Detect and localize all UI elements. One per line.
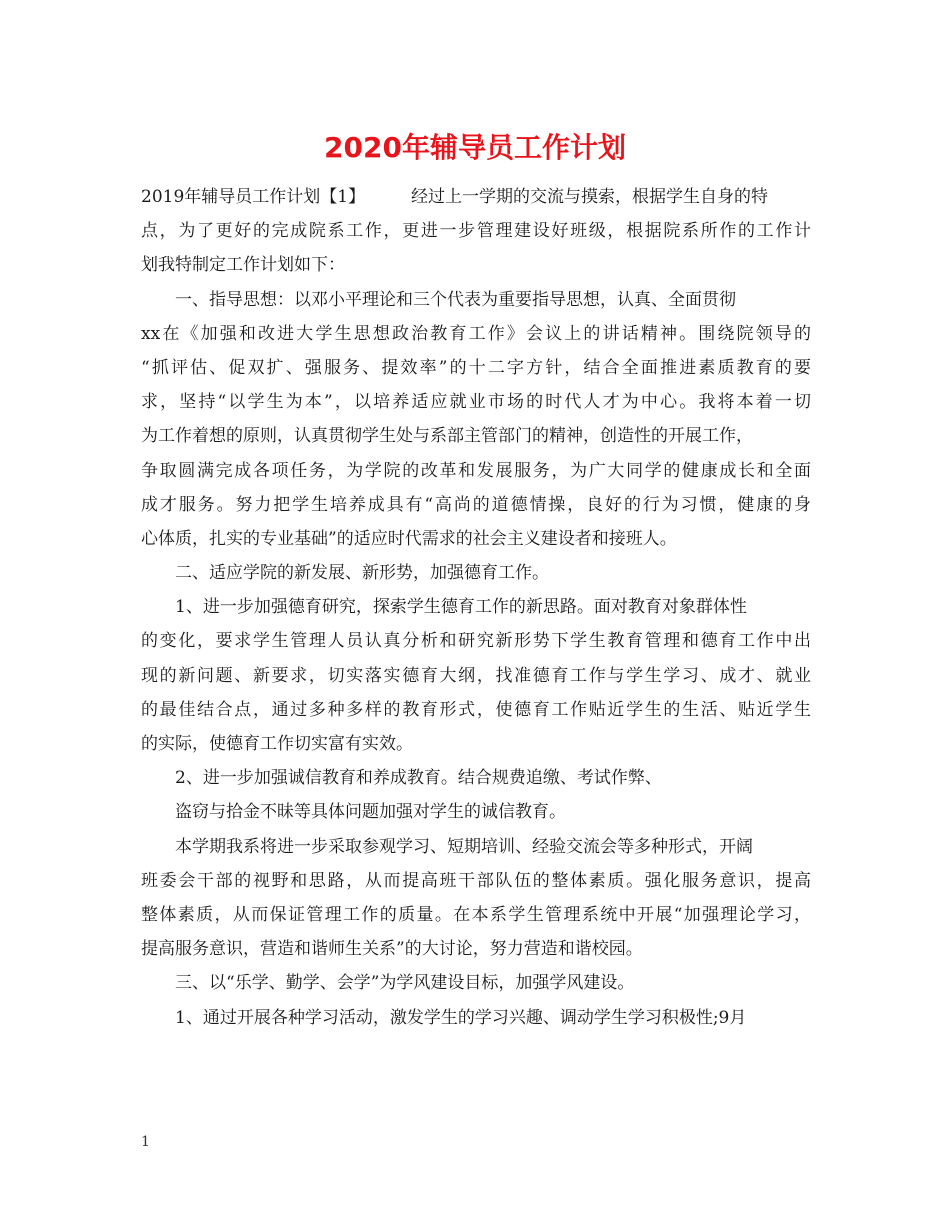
text-line: 求，坚持“以学生为本”，以培养适应就业市场的时代人才为中心。我将本着一切 (141, 392, 811, 413)
text-line: 本学期我系将进一步采取参观学习、短期培训、经验交流会等多种形式，开阔 (175, 836, 753, 857)
text-line: 的最佳结合点，通过多种多样的教育形式，使德育工作贴近学生的生活、贴近学生 (141, 699, 811, 720)
text-line: “抓评估、促双扩、强服务、提效率”的十二字方针，结合全面推进素质教育的要 (141, 357, 811, 378)
text-line: 的变化，要求学生管理人员认真分析和研究新形势下学生教育管理和德育工作中出 (141, 631, 811, 652)
text-line: 2、进一步加强诚信教育和养成教育。结合规费追缴、考试作弊、 (175, 768, 662, 789)
text-line: 整体素质，从而保证管理工作的质量。在本系学生管理系统中开展“加强理论学习， (141, 904, 811, 925)
page-number: 1 (141, 1134, 150, 1150)
section-heading: 2019年辅导员工作计划【1】 (141, 187, 366, 207)
text-line: 划我特制定工作计划如下： (141, 255, 345, 276)
text-line: 争取圆满完成各项任务，为学院的改革和发展服务，为广大同学的健康成长和全面 (141, 460, 811, 481)
text-line: xx在《加强和改进大学生思想政治教育工作》会议上的讲话精神。围绕院领导的 (141, 323, 811, 344)
text-line: 班委会干部的视野和思路，从而提高班干部队伍的整体素质。强化服务意识，提高 (141, 870, 811, 891)
text-line: 二、适应学院的新发展、新形势，加强德育工作。 (175, 563, 549, 584)
text-line: 心体质，扎实的专业基础”的适应时代需求的社会主义建设者和接班人。 (141, 528, 677, 549)
text-line: 1、通过开展各种学习活动，激发学生的学习兴趣、调动学生学习积极性;9月 (175, 1007, 747, 1028)
text-line: 的实际，使德育工作切实富有实效。 (141, 734, 413, 754)
text-line: 盗窃与拾金不昧等具体问题加强对学生的诚信教育。 (175, 802, 566, 823)
document-body (141, 180, 811, 1035)
text-line: 一、指导思想：以邓小平理论和三个代表为重要指导思想，认真、全面贯彻 (175, 289, 736, 310)
text-line (141, 180, 811, 214)
text-line: 为工作着想的原则，认真贯彻学生处与系部主管部门的精神，创造性的开展工作， (141, 426, 753, 447)
text-segment: 经过上一学期的交流与摸索，根据学生自身的特 (411, 187, 768, 207)
text-line: 点，为了更好的完成院系工作，更进一步管理建设好班级，根据院系所作的工作计 (141, 221, 811, 242)
document-title: 2020年辅导员工作计划 (324, 131, 626, 164)
text-line: 现的新问题、新要求，切实落实德育大纲，找准德育工作与学生学习、成才、就业 (141, 665, 811, 686)
text-line: 1、进一步加强德育研究，探索学生德育工作的新思路。面对教育对象群体性 (175, 597, 747, 618)
text-line: 成才服务。努力把学生培养成具有“高尚的道德情操，良好的行为习惯，健康的身 (141, 494, 811, 515)
text-line: 提高服务意识，营造和谐师生关系”的大讨论，努力营造和谐校园。 (141, 939, 643, 960)
text-line: 三、以“乐学、勤学、会学”为学风建设目标，加强学风建设。 (175, 973, 635, 994)
